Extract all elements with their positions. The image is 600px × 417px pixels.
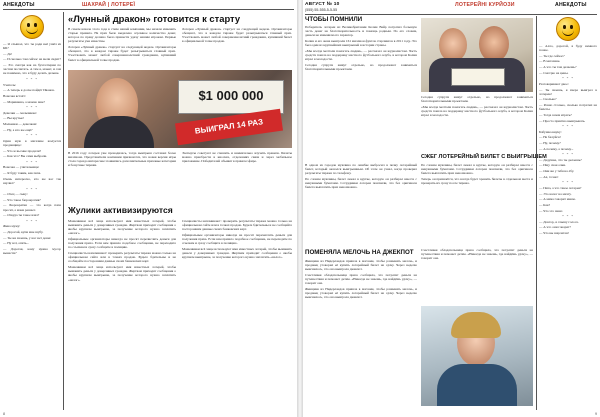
article-column bbox=[421, 163, 533, 247]
joke-line: — Что это шанс. bbox=[539, 208, 564, 213]
article-paragraph: В одном из городов мужчина по ошибке выбросил в печку лотерейный билет, который оказался выигрышным. Об этом он узнал, когда проверил результаты тиража по телефону. bbox=[305, 163, 417, 176]
joke-line: — Ах, точно! bbox=[539, 174, 559, 179]
article-column bbox=[182, 151, 292, 201]
joke-line: — Да! bbox=[3, 51, 13, 56]
joke-line: Очень интересно, кто же вас так научил? bbox=[3, 176, 61, 185]
joke-divider: * * * bbox=[26, 218, 38, 223]
joke-line: — А теперь к доске пойдёт Иванов. bbox=[3, 88, 55, 93]
joke-line: Жена мужу: bbox=[3, 224, 21, 229]
article-paragraph: Лотерея «Лунный дракон» стартует на следующей неделе. Организаторы обещают, что в каждом тираже будет разыгрываться главный приз. Участвовать может любой совершеннолетний гражданин, купивший билет в официальной точке продаж. bbox=[68, 45, 176, 62]
joke-divider: * * * bbox=[26, 77, 38, 82]
joke-line: — В магазине. bbox=[539, 59, 561, 64]
joke-line: — Бюрократия — это когда папа просит, а мама решает. bbox=[3, 203, 61, 212]
article-column bbox=[305, 259, 417, 407]
cheque bbox=[451, 68, 505, 86]
joke-line: — Алло, дорогой, я буду немного позже. bbox=[539, 44, 597, 53]
joke-line: — Откуда ты такое взял? bbox=[3, 213, 40, 218]
article-paragraph: Теперь он признаётся, что всегда будет хранить билеты в отдельном месте и проверять их сразу после тиража. bbox=[421, 176, 533, 186]
article-column bbox=[68, 219, 176, 407]
joke-divider: * * * bbox=[562, 214, 574, 219]
joke-line: — Дорогая, кому нужно мусор вынести? bbox=[3, 247, 61, 256]
article-paragraph: Счастливая обладательница приза сообщила, что потратит деньги на путешествия и поможет детям. «Никогда не знаешь, где найдёшь удачу», — говорит она. bbox=[421, 248, 533, 261]
joke-line: — Ты знаешь, я вчера выиграл в лотерею! bbox=[539, 87, 597, 96]
article-column bbox=[421, 248, 533, 304]
joke-line: Вовочка встаёт: bbox=[3, 93, 26, 98]
person-head bbox=[479, 26, 509, 62]
left-section-label: АНЕКДОТЫ bbox=[3, 2, 35, 8]
joke-line: — Что вы шарлатан! bbox=[539, 231, 569, 236]
joke-line: — А что они говорят? bbox=[539, 225, 571, 230]
article-paragraph: Лотерея «Лунный дракон» стартует на следующей неделе. Организаторы обещают, что в каждом тираже будет разыгрываться главный приз. Участвовать может любой совершеннолетний гражданин, купивший билет в официальной точке продаж. bbox=[182, 27, 292, 44]
joke-line: — Сколько? bbox=[539, 97, 557, 102]
joke-line: — Доктор, я слышу голоса. bbox=[539, 219, 579, 224]
joke-line: — Ровно столько, сколько потратил на билеты. bbox=[539, 103, 597, 112]
article-column bbox=[305, 25, 417, 153]
article-paragraph: По словам мужчины, билет лежал в куртке, которую он разбирал вместе с ненужными бумагами. Сотрудники лотереи пояснили, что без оригинала билета выплатить приз невозможно. bbox=[421, 163, 533, 176]
joke-line: — Ищу свои очки. bbox=[539, 163, 566, 168]
prize-badge: ВЫИГРАЛ 14 РАЗ bbox=[175, 109, 283, 146]
joke-divider: * * * bbox=[26, 105, 38, 110]
joke-line: — Дедушка, что ты делаешь? bbox=[539, 157, 582, 162]
person-head bbox=[439, 28, 467, 62]
left-page bbox=[0, 0, 297, 417]
joke-line: — Как что? Вы сами выбрали. bbox=[3, 154, 48, 159]
article-paragraph: Мошенники всё чаще используют имя известных лотерей, чтобы выманить деньги у доверчивых граждан. Жертвам приходят сообщения о якобы крупном выигрыше, за получение которого нужно заплатить «налог». bbox=[182, 246, 292, 260]
joke-line: — Вы крутые! bbox=[3, 116, 25, 121]
joke-line: Разговаривают двое: bbox=[539, 81, 569, 86]
joke-line: Один муж в магазине жалуется продавщице: bbox=[3, 138, 61, 147]
winner-photo bbox=[68, 70, 292, 148]
joke-line: — Что такое бюрократия? bbox=[3, 197, 41, 202]
person-hair bbox=[451, 312, 501, 338]
article-paragraph: Мошенники всё чаще используют имя известных лотерей, чтобы выманить деньги у доверчивых граждан. Жертвам приходят сообщения о якобы крупном выигрыше, за получение которого нужно заплатить «налог». bbox=[68, 265, 176, 282]
jokes-column-left bbox=[3, 12, 61, 410]
article-column bbox=[305, 163, 417, 247]
article-paragraph: Колин и его жена выиграли 161 миллион фунтов стерлингов в 2011 году. Это был один из крупнейших выигрышей в истории страны. bbox=[305, 38, 417, 48]
person-body bbox=[84, 116, 154, 148]
joke-line: — Отец — сыну: bbox=[3, 192, 28, 197]
couple-photo bbox=[421, 18, 533, 92]
article-paragraph: «Мы всегда мечтали помогать людям», — рассказал он журналистам. Часть средств пошла на поддержку местного футбольного клуба, в котором Колин играл в молодости. bbox=[421, 104, 533, 118]
joke-line: — И сколько там сейчас на мели сидит? bbox=[3, 57, 61, 62]
article-title: ЧТОБЫ ПОМНИЛИ bbox=[305, 16, 363, 23]
joke-divider: * * * bbox=[26, 186, 38, 191]
prize-banner: $1 000 000 bbox=[178, 80, 284, 114]
joke-line: — Тогда зачем играть? bbox=[539, 112, 572, 117]
header-rule bbox=[305, 14, 597, 15]
joke-line: Мальчики — девочкам: bbox=[3, 122, 37, 127]
joke-line: Учитель: bbox=[3, 82, 17, 87]
joke-line: — Ну, почему? bbox=[539, 141, 561, 145]
joke-line: — Дорогой, купи мне шубу. bbox=[3, 230, 44, 235]
article-paragraph: Эксперты советуют не спешить и внимательно изучить правила. Билеты можно приобрести в киосках, отделениях связи и через мобильное приложение. Победителей объявят в прямом эфире. bbox=[182, 151, 292, 164]
right-section-title: ЛОТЕРЕЙНІ КУРЙОЗИ bbox=[455, 2, 515, 8]
article-title: Жулики активизируются bbox=[68, 205, 173, 215]
joke-line: — Это налог на мечту. bbox=[539, 191, 572, 196]
joke-divider: * * * bbox=[26, 159, 38, 164]
joke-divider: * * * bbox=[562, 124, 574, 129]
joke-line: — А что ты там делаешь? bbox=[539, 65, 577, 70]
right-section-label: АНЕКДОТЫ bbox=[555, 2, 587, 8]
article-title: СЖЕГ ЛОТЕРЕЙНЫЙ БИЛЕТ С ВЫИГРЫШЕМ bbox=[421, 154, 547, 160]
article-title: «Лунный дракон» готовится к старту bbox=[68, 13, 241, 24]
joke-line: — Смотрю на цены. bbox=[539, 70, 569, 75]
article-paragraph: Специалисты напоминают: проверить результаты тиража можно только на официальном сайте или в точках продаж. Будьте бдительны и не сообщайте посторонним данные своих банковских карт. bbox=[182, 219, 292, 232]
issue-line: АВГУСТ № 10 bbox=[305, 2, 340, 7]
article-paragraph: Официальные организаторы никогда не просят перечислять деньги для получения приза. Если вам пришло подобное сообщение, не переходите по ссылкам и сразу сообщите в полицию. bbox=[182, 232, 292, 246]
article-paragraph: Специалисты напоминают: проверить результаты тиража можно только на официальном сайте или в точках продаж. Будьте бдительны и не сообщайте посторонним данные своих банковских карт. bbox=[68, 251, 176, 264]
article-column bbox=[68, 151, 176, 201]
right-page bbox=[303, 0, 600, 417]
joke-line: — Мариванна, а можно мне? bbox=[3, 99, 45, 104]
joke-divider: * * * bbox=[562, 152, 574, 157]
issue-phone: (555) 55-555-5-5-55 bbox=[305, 8, 338, 12]
article-paragraph: Мошенники всё чаще используют имя известных лотерей, чтобы выманить деньги у доверчивых граждан. Жертвам приходят сообщения о якобы крупном выигрыше, за получение которого нужно заплатить «налог». bbox=[68, 219, 176, 236]
column-divider bbox=[536, 16, 537, 410]
smiley-icon bbox=[20, 15, 44, 39]
jokes-column-right bbox=[539, 16, 597, 410]
joke-line: — Я слышал, что ты ради неё ушёл из КБ? bbox=[3, 42, 61, 51]
article-column bbox=[182, 219, 292, 407]
article-paragraph: По словам мужчины, билет лежал в куртке, которую он разбирал вместе с ненужными бумагами. Сотрудники лотереи пояснили, что без оригинала билета выплатить приз невозможно. bbox=[305, 176, 417, 190]
joke-line: — Ну, а кто же ещё? bbox=[3, 127, 33, 132]
article-paragraph: «Мы всегда мечтали помогать людям», — рассказал он журналистам. Часть средств пошла на поддержку местного футбольного клуба, в котором Колин играл в молодости. bbox=[305, 48, 417, 62]
joke-line: — Это смотря как на бухгалтерии по частям посчитать. А там я, может, и сам не понимаю, что я буду делать дальше. bbox=[3, 63, 61, 76]
joke-divider: * * * bbox=[562, 180, 574, 185]
joke-line: — Ты же знаешь, у нас нет денег. bbox=[3, 235, 52, 240]
page-number: 8 bbox=[3, 412, 5, 416]
joke-line: Вовочка — учительнице: bbox=[3, 165, 40, 170]
joke-line: — Они же у тебя на лбу. bbox=[539, 169, 575, 174]
article-paragraph: Сегодня супруги живут отдельно, но продолжают заниматься благотворительными проектами. bbox=[305, 62, 417, 71]
joke-line: — Не балуйся! bbox=[539, 135, 561, 140]
page-number: 9 bbox=[595, 412, 597, 416]
article-paragraph: В 2016 году лотерея уже проводилась, тогда выигрыш составил более миллиона. Представители компании признаются, что новая версия игры стала гораздо интереснее: появились дополнительные призовые категории и бонусные тиражи. bbox=[68, 151, 176, 168]
joke-line: — Как? bbox=[539, 202, 551, 207]
header-rule bbox=[3, 9, 294, 10]
left-section-title: ШАХРАЙ | ЛОТЕРЕЇ bbox=[82, 2, 136, 8]
joke-line: — А почему, а почему... bbox=[539, 146, 574, 151]
column-divider bbox=[63, 12, 64, 410]
joke-line: — Папа, а что такое лотерея? bbox=[539, 185, 582, 190]
smiley-icon bbox=[556, 17, 580, 41]
joke-line: — Просто приятно выигрывать. bbox=[539, 118, 586, 123]
article-paragraph: В самом начале этого года в стиле нашей компании, мы начали изменять старые правила. На приз было выделено огромное количество денег, которое по праву должно было принести удачу нашим игрокам. Первые результаты уже известны. bbox=[68, 27, 176, 44]
joke-divider: * * * bbox=[562, 76, 574, 81]
article-paragraph: Официальные организаторы никогда не просят перечислять деньги для получения приза. Если вам пришло подобное сообщение, не переходите по ссылкам и сразу сообщите в полицию. bbox=[68, 237, 176, 250]
joke-line: — Ну вот, опять... bbox=[3, 241, 30, 246]
woman-photo bbox=[421, 306, 533, 406]
joke-line: Девочки — мальчикам: bbox=[3, 110, 37, 115]
article-paragraph: Сегодня супруги живут отдельно, но продолжают заниматься благотворительными проектами. bbox=[421, 95, 533, 104]
joke-line: — А мама говорит иначе. bbox=[539, 197, 576, 202]
joke-line: — Что ж вы мне продали? bbox=[3, 148, 42, 153]
person-body bbox=[437, 364, 517, 406]
joke-line: — Ты где сейчас? bbox=[539, 53, 565, 58]
article-paragraph: Счастливая обладательница приза сообщила, что потратит деньги на путешествия и поможет детям. «Никогда не знаешь, где найдёшь удачу», — говорит она. bbox=[305, 272, 417, 286]
article-column bbox=[421, 95, 533, 153]
joke-line: Бабушка внуку: bbox=[539, 129, 562, 134]
article-paragraph: Женщина из Нидерландов пришла в магазин, чтобы разменять мелочь, и продавец уговорил её купить лотерейный билет на сдачу. Через неделю выяснилось, что она выиграла джекпот. bbox=[305, 259, 417, 272]
joke-line: — Я буду таким, как папа. bbox=[3, 171, 42, 176]
article-title: ПОМЕНЯЛА МЕЛОЧЬ НА ДЖЕКПОТ bbox=[305, 249, 414, 256]
article-paragraph: Победитель лотереи из Великобритании Колин Вейр потратил большую часть денег на благотворительность и помощь родным. По его словам, деньги не изменили его характер. bbox=[305, 25, 417, 38]
article-paragraph: Женщина из Нидерландов пришла в магазин, чтобы разменять мелочь, и продавец уговорил её купить лотерейный билет на сдачу. Через неделю выяснилось, что она выиграла джекпот. bbox=[305, 286, 417, 300]
joke-divider: * * * bbox=[26, 133, 38, 138]
